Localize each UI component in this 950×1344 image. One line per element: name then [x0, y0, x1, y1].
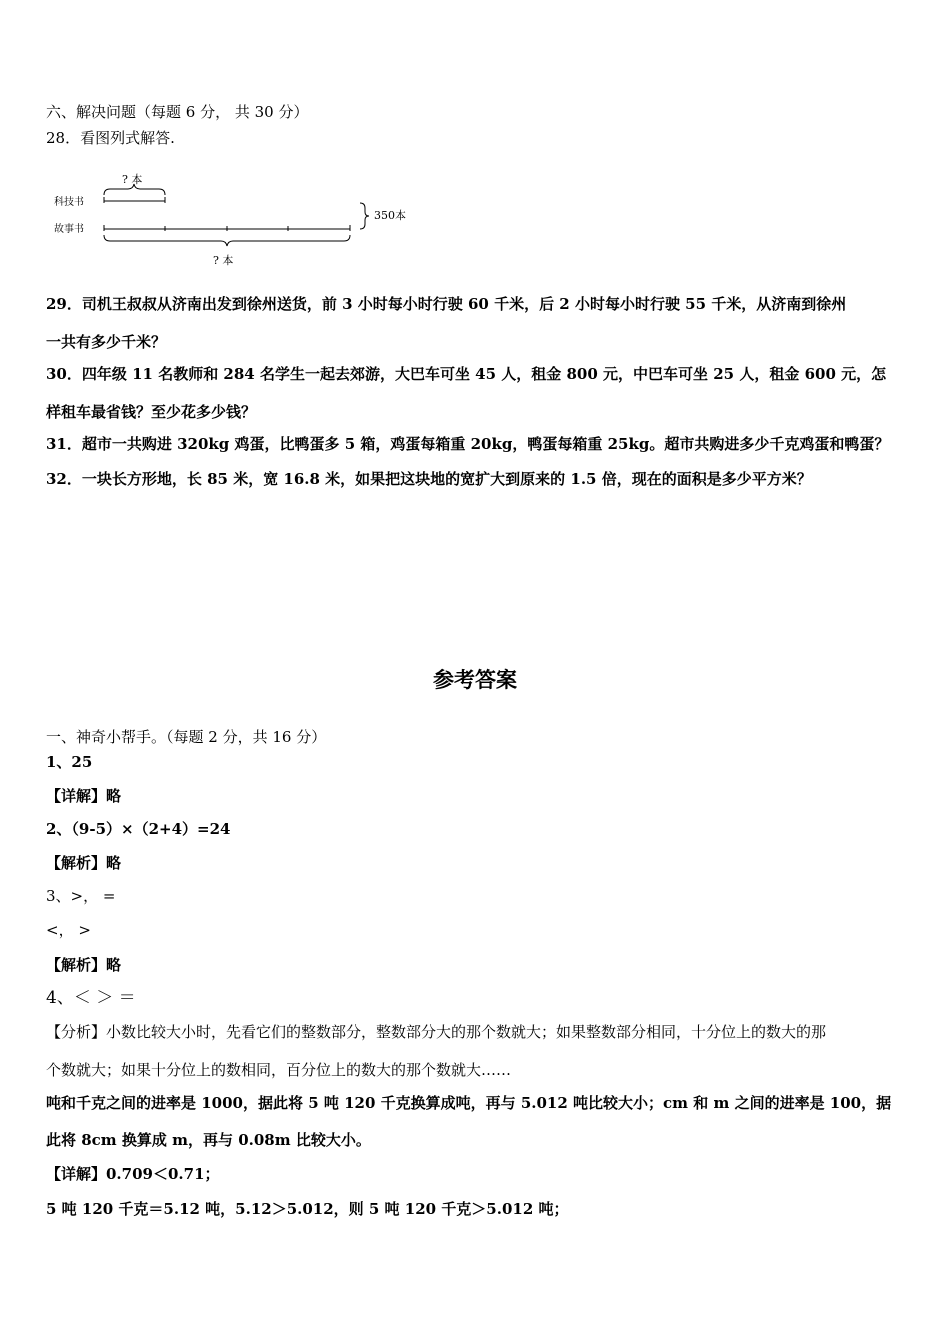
answer-2-detail: 【解析】略 [46, 854, 122, 872]
question-29-line-1: 29．司机王叔叔从济南出发到徐州送货，前 3 小时每小时行驶 60 千米，后 2 小时每小时行驶 55 千米，从济南到徐州 [46, 295, 847, 313]
answer-3-line-1: 3、>， = [46, 887, 116, 905]
answer-4: 4、＜ ＞ ＝ [46, 988, 136, 1008]
answer-4-analysis-line-2: 个数就大；如果十分位上的数相同，百分位上的数大的那个数就大…… [46, 1061, 512, 1079]
answer-3-line-2: <， > [46, 921, 91, 939]
question-29-line-2: 一共有多少千米？ [46, 333, 167, 351]
answers-title: 参考答案 [433, 668, 517, 692]
label-top-row: 科技书 [54, 197, 84, 208]
label-bottom-row: 故事书 [54, 224, 84, 235]
question-31: 31．超市一共购进 320kg 鸡蛋，比鸭蛋多 5 箱，鸡蛋每箱重 20kg，鸭蛋每箱重 25kg。超市共购进多少千克鸡蛋和鸭蛋？ [46, 435, 890, 453]
top-brace [104, 184, 165, 195]
label-top-question: ? 本 [122, 173, 143, 186]
answer-4-analysis-line-1: 【分析】小数比较大小时，先看它们的整数部分，整数部分大的那个数就大；如果整数部分相同，十分位上的数大的那 [46, 1023, 827, 1041]
answer-1-detail: 【详解】略 [46, 787, 122, 805]
answer-1: 1、25 [46, 753, 93, 771]
answer-4-analysis-line-3: 吨和千克之间的进率是 1000，据此将 5 吨 120 千克换算成吨，再与 5.012 吨比较大小；cm 和 m 之间的进率是 100，据 [46, 1094, 892, 1112]
question-32: 32．一块长方形地，长 85 米，宽 16.8 米，如果把这块地的宽扩大到原来的 1.5 倍，现在的面积是多少平方米？ [46, 470, 812, 488]
answers-section-heading: 一、神奇小帮手。（每题 2 分，共 16 分） [46, 728, 327, 746]
answer-3-detail: 【解析】略 [46, 956, 122, 974]
bottom-brace [104, 235, 350, 246]
label-total: 350本 [374, 209, 406, 222]
answer-2: 2、（9-5）×（2+4）=24 [46, 820, 231, 838]
question-28: 28．看图列式解答. [46, 129, 175, 147]
segment-diagram [46, 165, 426, 275]
question-30-line-2: 样租车最省钱？至少花多少钱？ [46, 403, 257, 421]
answer-4-detail-line-2: 5 吨 120 千克＝5.12 吨，5.12＞5.012，则 5 吨 120 千克＞5.012 吨； [46, 1200, 569, 1218]
question-30-line-1: 30．四年级 11 名教师和 284 名学生一起去郊游，大巴车可坐 45 人，租金 800 元，中巴车可坐 25 人，租金 600 元，怎 [46, 365, 887, 383]
section-heading: 六、解决问题（每题 6 分， 共 30 分） [46, 103, 309, 121]
answer-4-detail-line-1: 【详解】0.709＜0.71； [46, 1165, 220, 1183]
total-brace [360, 203, 369, 229]
answer-4-analysis-line-4: 此将 8cm 换算成 m，再与 0.08m 比较大小。 [46, 1131, 371, 1149]
label-bottom-question: ? 本 [213, 254, 234, 267]
